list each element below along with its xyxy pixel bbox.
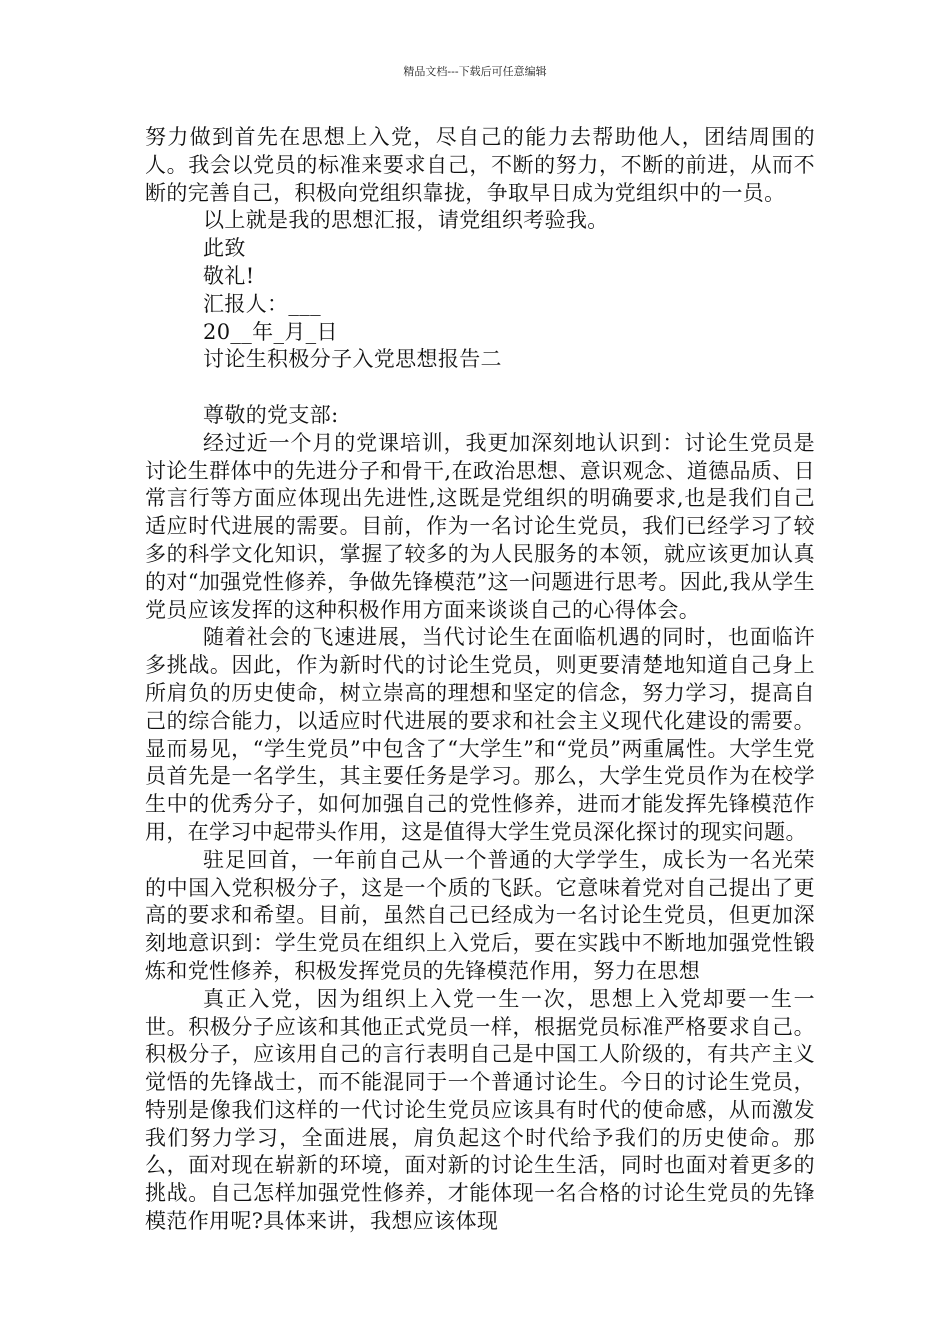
closing-statement: 以上就是我的思想汇报，请党组织考验我。 — [203, 208, 609, 233]
section-title: 讨论生积极分子入党思想报告二 — [203, 347, 502, 372]
date-line: 20__年_月_日 — [203, 319, 338, 344]
salutation-close: 此致 — [203, 236, 246, 261]
paragraph: 随着社会的飞速进展，当代讨论生在面临机遇的同时，也面临许多挑战。因此，作为新时代的讨论生党员，则更要清楚地知道自己身上所肩负的历史使命，树立崇高的理想和坚定的信念，努力学习，提高自己的综合能力，以适应时代进展的要求和社会主义现代化建设的需要。显而易见，“学生党员”中包含了“大学生”和“党员”两重属性。大学生党员首先是一名学生，其主要任务是学习。那么，大学生党员作为在校学生中的优秀分子，如何加强自己的党性修养，进而才能发挥先锋模范作用，在学习中起带头作用，这是值得大学生党员深化探讨的现实问题。 — [145, 625, 815, 844]
blank-line — [145, 374, 815, 402]
greeting: 尊敬的党支部: — [203, 402, 339, 427]
paragraph: 真正入党，因为组织上入党一生一次，思想上入党却要一生一世。积极分子应该和其他正式党员一样，根据党员标准严格要求自己。积极分子，应该用自己的言行表明自己是中国工人阶级的，有共产主义觉悟的先锋战士，而不能混同于一个普通讨论生。今日的讨论生党员，特别是像我们这样的一代讨论生党员应该具有时代的使命感，从而激发我们努力学习，全面进展，肩负起这个时代给予我们的历史使命。那么，面对现在崭新的环境，面对新的讨论生生活，同时也面对着更多的挑战。自己怎样加强党性修养，才能体现一名合格的讨论生党员的先锋模范作用呢?具体来讲，我想应该体现 — [145, 986, 815, 1234]
paragraph: 经过近一个月的党课培训，我更加深刻地认识到：讨论生党员是讨论生群体中的先进分子和骨干,在政治思想、意识观念、道德品质、日常言行等方面应体现出先进性,这既是党组织的明确要求,也是我们自己适应时代进展的需要。目前，作为一名讨论生党员，我们已经学习了较多的科学文化知识，掌握了较多的为人民服务的本领，就应该更加认真的对“加强党性修养，争做先锋模范”这一问题进行思考。因此,我从学生党员应该发挥的这种积极作用方面来谈谈自己的心得体会。 — [145, 430, 815, 622]
paragraph: 驻足回首，一年前自己从一个普通的大学学生，成长为一名光荣的中国入党积极分子，这是一个质的飞跃。它意味着党对自己提出了更高的要求和希望。目前，虽然自己已经成为一名讨论生党员，但更加深刻地意识到：学生党员在组织上入党后，要在实践中不断地加强党性锻炼和党性修养，积极发挥党员的先锋模范作用，努力在思想 — [145, 847, 815, 983]
paragraph-continuation: 努力做到首先在思想上入党，尽自己的能力去帮助他人，团结周围的人。我会以党员的标准来要求自己，不断的努力，不断的前进，从而不断的完善自己，积极向党组织靠拢，争取早日成为党组织中的一员。 — [145, 125, 815, 205]
page-header: 精品文档---下载后可任意编辑 — [403, 65, 547, 78]
salutation-respect: 敬礼! — [203, 263, 255, 288]
reporter-line: 汇报人：___ — [203, 291, 321, 316]
document-body — [145, 124, 815, 1236]
